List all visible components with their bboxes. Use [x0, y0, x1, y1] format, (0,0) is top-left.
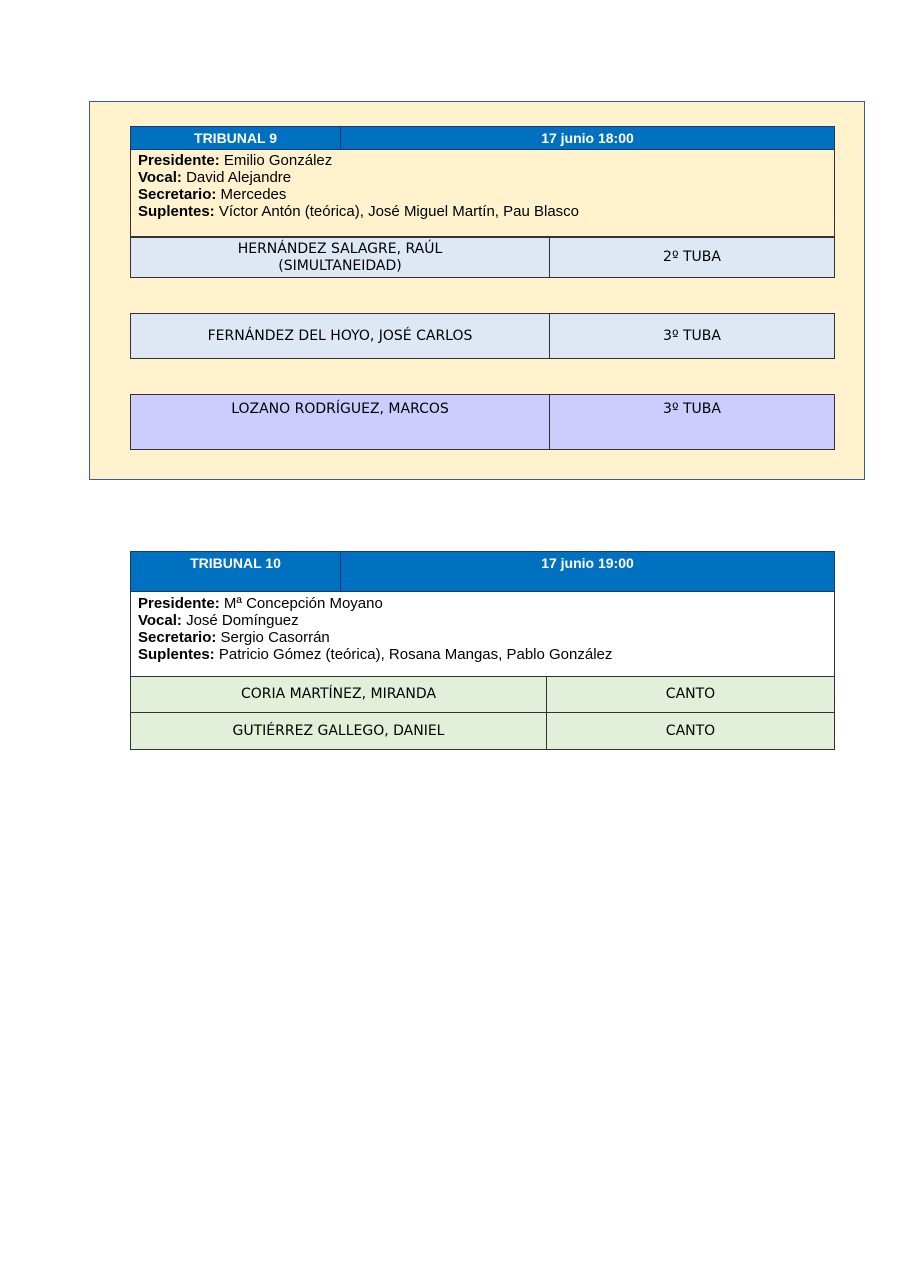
- presidente-line: Presidente: Emilio González: [138, 152, 333, 169]
- tribunal-10-title: TRIBUNAL 10: [131, 552, 341, 591]
- student-course: 3º TUBA: [663, 328, 721, 344]
- tribunal-9-row-3: [130, 394, 835, 450]
- student-name: LOZANO RODRÍGUEZ, MARCOS: [131, 395, 550, 449]
- tribunal-9-title: TRIBUNAL 9: [131, 127, 341, 149]
- tribunal-10-members: [130, 592, 835, 677]
- tribunal-9-members: [130, 150, 835, 237]
- tribunal-10-header: [130, 551, 835, 592]
- tribunal-9-datetime: 17 junio 18:00: [541, 130, 634, 146]
- student-course: CANTO: [665, 686, 716, 702]
- student-name: CORIA MARTÍNEZ, MIRANDA: [131, 677, 547, 712]
- tribunal-9-header: [130, 126, 835, 150]
- tribunal-10-row-2: [130, 713, 835, 750]
- suplentes-line: Suplentes: Patricio Gómez (teórica), Rosana Mangas, Pablo González: [138, 646, 613, 663]
- tribunal-9-table: [130, 126, 835, 237]
- secretario-line: Secretario: Mercedes: [138, 186, 287, 203]
- secretario-line: Secretario: Sergio Casorrán: [138, 629, 330, 646]
- tribunal-9-row-1: [130, 237, 835, 278]
- tribunal-10-datetime: 17 junio 19:00: [541, 555, 634, 571]
- vocal-line: Vocal: David Alejandre: [138, 169, 292, 186]
- student-name: GUTIÉRREZ GALLEGO, DANIEL: [131, 713, 547, 749]
- student-name: HERNÁNDEZ SALAGRE, RAÚL (SIMULTANEIDAD): [131, 238, 550, 277]
- student-name: FERNÁNDEZ DEL HOYO, JOSÉ CARLOS: [131, 314, 550, 358]
- tribunal-10-row-1: [130, 677, 835, 713]
- suplentes-line: Suplentes: Víctor Antón (teórica), José Miguel Martín, Pau Blasco: [138, 203, 580, 220]
- vocal-line: Vocal: José Domínguez: [138, 612, 299, 629]
- student-course: 3º TUBA: [663, 401, 721, 417]
- presidente-line: Presidente: Mª Concepción Moyano: [138, 595, 383, 612]
- tribunal-10-table: [130, 551, 835, 750]
- student-course: CANTO: [665, 723, 716, 739]
- tribunal-9-row-2: [130, 313, 835, 359]
- student-course: 2º TUBA: [663, 249, 721, 265]
